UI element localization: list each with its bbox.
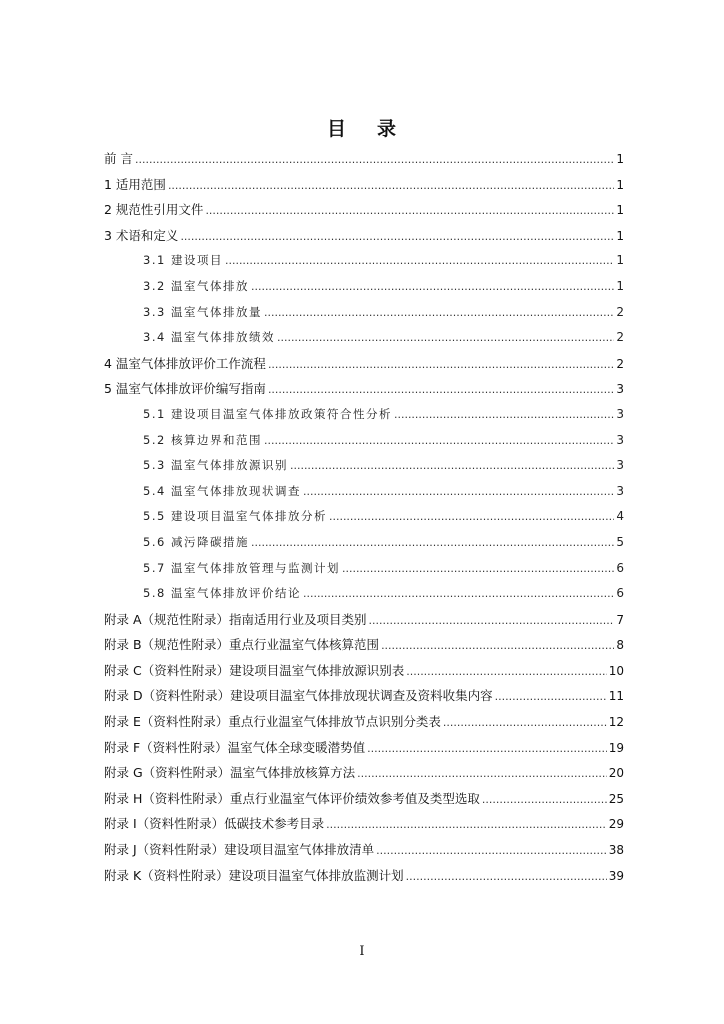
toc-entry[interactable] xyxy=(104,146,624,172)
toc-entry[interactable] xyxy=(104,504,624,530)
toc-entry[interactable] xyxy=(104,709,624,735)
toc-entry[interactable] xyxy=(104,197,624,223)
toc-title-char-2: 录 xyxy=(377,118,398,140)
toc-entry-page: 1 xyxy=(616,203,624,218)
toc-entry-label: 附录 K（资料性附录）建设项目温室气体排放监测计划 xyxy=(104,867,404,883)
toc-entry[interactable] xyxy=(104,786,624,812)
toc-entry[interactable] xyxy=(104,556,624,582)
toc-leader-dots xyxy=(135,147,614,173)
toc-entry-label: 3.4 温室气体排放绩效 xyxy=(143,330,275,345)
toc-leader-dots xyxy=(268,352,614,378)
toc-entry[interactable] xyxy=(104,351,624,377)
toc-leader-dots xyxy=(329,504,614,530)
toc-entry-page: 8 xyxy=(616,638,624,653)
toc-leader-dots xyxy=(367,736,607,762)
toc-entry-page: 2 xyxy=(616,330,624,345)
toc-entry-label: 附录 A（规范性附录）指南适用行业及项目类别 xyxy=(104,611,367,627)
toc-entry-page: 1 xyxy=(616,278,624,293)
toc-entry-page: 7 xyxy=(616,612,624,627)
toc-leader-dots xyxy=(290,453,614,479)
toc-entry[interactable] xyxy=(104,376,624,402)
toc-leader-dots xyxy=(225,248,614,274)
toc-entry-label: 5.3 温室气体排放源识别 xyxy=(143,458,288,473)
toc-entry-page: 20 xyxy=(608,766,624,781)
toc-entry-label: 附录 E（资料性附录）重点行业温室气体排放节点识别分类表 xyxy=(104,714,441,730)
toc-entry-page: 29 xyxy=(608,817,624,832)
toc-leader-dots xyxy=(303,479,614,505)
toc-leader-dots xyxy=(205,198,614,224)
toc-leader-dots xyxy=(443,710,607,736)
toc-leader-dots xyxy=(326,812,607,838)
toc-entry-label: 4 温室气体排放评价工作流程 xyxy=(104,355,266,371)
toc-entry[interactable] xyxy=(104,607,624,633)
toc-entry-label: 5.8 温室气体排放评价结论 xyxy=(143,586,301,601)
toc-entry[interactable] xyxy=(104,479,624,505)
toc-title-char-1: 目 xyxy=(326,118,347,140)
toc-entry-label: 2 规范性引用文件 xyxy=(104,202,204,218)
toc-leader-dots xyxy=(303,581,614,607)
toc-entry[interactable] xyxy=(104,402,624,428)
toc-leader-dots xyxy=(381,633,614,659)
toc-entry[interactable] xyxy=(104,811,624,837)
toc-entry-label: 5.4 温室气体排放现状调查 xyxy=(143,483,301,498)
toc-entry-label: 附录 I（资料性附录）低碳技术参考目录 xyxy=(104,816,325,832)
toc-entry-page: 3 xyxy=(616,483,624,498)
toc-entry-label: 前 言 xyxy=(104,151,133,166)
toc-entry[interactable] xyxy=(104,658,624,684)
toc-entry-label: 附录 C（资料性附录）建设项目温室气体排放源识别表 xyxy=(104,662,405,678)
toc-entry-page: 6 xyxy=(616,586,624,601)
toc-entry-page: 3 xyxy=(616,382,624,397)
toc-entry[interactable] xyxy=(104,735,624,761)
toc-leader-dots xyxy=(482,787,607,813)
toc-leader-dots xyxy=(180,224,614,250)
toc-entry-page: 38 xyxy=(608,843,624,858)
toc-entry-page: 25 xyxy=(608,791,624,806)
toc-entry[interactable] xyxy=(104,172,624,198)
toc-entry-page: 1 xyxy=(616,253,624,268)
toc-entry[interactable] xyxy=(104,248,624,274)
toc-entry[interactable] xyxy=(104,632,624,658)
table-of-contents xyxy=(104,146,624,888)
toc-leader-dots xyxy=(406,864,607,890)
toc-entry-page: 10 xyxy=(608,663,624,678)
toc-leader-dots xyxy=(342,556,614,582)
toc-entry-page: 5 xyxy=(616,534,624,549)
toc-entry-label: 5 温室气体排放评价编写指南 xyxy=(104,381,266,397)
toc-entry-page: 12 xyxy=(608,715,624,730)
toc-entry-label: 附录 J（资料性附录）建设项目温室气体排放清单 xyxy=(104,842,375,858)
toc-entry-label: 5.2 核算边界和范围 xyxy=(143,432,262,447)
toc-leader-dots xyxy=(406,659,607,685)
toc-entry-label: 5.5 建设项目温室气体排放分析 xyxy=(143,509,327,524)
toc-entry-label: 附录 B（规范性附录）重点行业温室气体核算范围 xyxy=(104,637,380,653)
toc-entry-page: 3 xyxy=(616,458,624,473)
toc-entry-label: 3.2 温室气体排放 xyxy=(143,278,249,293)
toc-entry-page: 1 xyxy=(616,228,624,243)
toc-entry-label: 附录 D（资料性附录）建设项目温室气体排放现状调查及资料收集内容 xyxy=(104,688,493,704)
toc-leader-dots xyxy=(495,684,607,710)
toc-entry[interactable] xyxy=(104,223,624,249)
toc-entry-page: 39 xyxy=(608,868,624,883)
toc-leader-dots xyxy=(376,838,607,864)
toc-entry[interactable] xyxy=(104,863,624,889)
toc-entry-label: 1 适用范围 xyxy=(104,176,166,192)
toc-entry[interactable] xyxy=(104,428,624,454)
toc-entry-page: 3 xyxy=(616,406,624,421)
toc-leader-dots xyxy=(268,377,614,403)
toc-entry-label: 3.1 建设项目 xyxy=(143,253,223,268)
toc-entry-page: 6 xyxy=(616,560,624,575)
toc-leader-dots xyxy=(168,173,614,199)
toc-title xyxy=(0,114,724,141)
toc-entry-label: 附录 G（资料性附录）温室气体排放核算方法 xyxy=(104,765,356,781)
toc-entry[interactable] xyxy=(104,453,624,479)
toc-entry-page: 2 xyxy=(616,356,624,371)
toc-entry[interactable] xyxy=(104,300,624,326)
toc-entry[interactable] xyxy=(104,581,624,607)
page-number: I xyxy=(359,944,365,959)
toc-entry[interactable] xyxy=(104,683,624,709)
toc-leader-dots xyxy=(251,274,614,300)
toc-leader-dots xyxy=(277,325,614,351)
toc-entry[interactable] xyxy=(104,274,624,300)
toc-leader-dots xyxy=(357,761,607,787)
toc-entry-label: 5.1 建设项目温室气体排放政策符合性分析 xyxy=(143,406,392,421)
toc-entry-page: 1 xyxy=(616,177,624,192)
toc-leader-dots xyxy=(264,428,614,454)
toc-entry-label: 5.7 温室气体排放管理与监测计划 xyxy=(143,560,340,575)
toc-entry-page: 2 xyxy=(616,304,624,319)
toc-entry-label: 附录 H（资料性附录）重点行业温室气体评价绩效参考值及类型选取 xyxy=(104,790,480,806)
toc-leader-dots xyxy=(251,530,614,556)
toc-entry-label: 3 术语和定义 xyxy=(104,227,179,243)
toc-entry-label: 5.6 减污降碳措施 xyxy=(143,534,249,549)
toc-leader-dots xyxy=(369,608,615,634)
toc-entry[interactable] xyxy=(104,760,624,786)
toc-entry-label: 3.3 温室气体排放量 xyxy=(143,304,262,319)
toc-entry-label: 附录 F（资料性附录）温室气体全球变暖潜势值 xyxy=(104,739,366,755)
toc-entry-page: 4 xyxy=(616,509,624,524)
toc-entry-page: 1 xyxy=(616,152,624,166)
toc-leader-dots xyxy=(264,300,614,326)
toc-entry[interactable] xyxy=(104,325,624,351)
toc-entry-page: 19 xyxy=(608,740,624,755)
toc-entry-page: 11 xyxy=(608,689,624,704)
toc-entry[interactable] xyxy=(104,837,624,863)
toc-entry-page: 3 xyxy=(616,432,624,447)
toc-entry[interactable] xyxy=(104,530,624,556)
toc-leader-dots xyxy=(394,402,614,428)
